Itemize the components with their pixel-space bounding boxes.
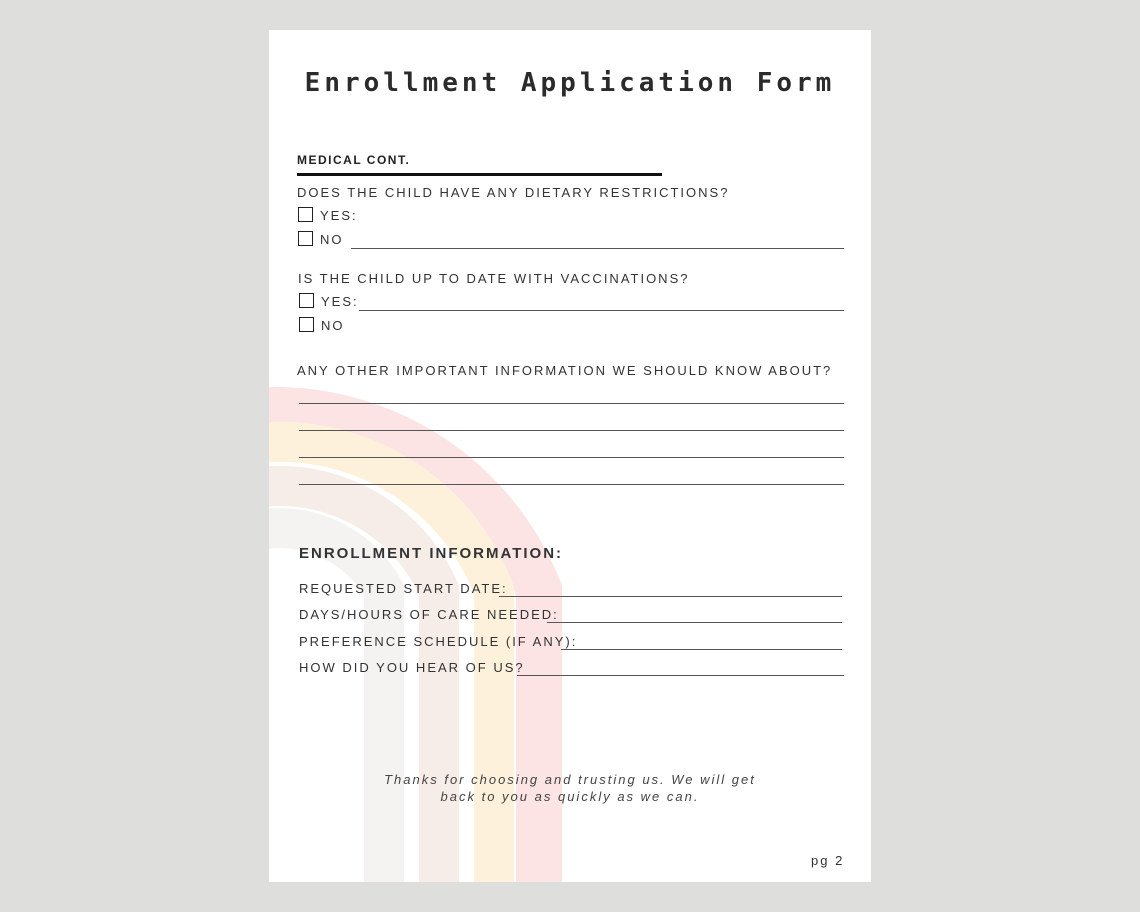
other-info-line-3[interactable] (299, 457, 844, 458)
dietary-details-line[interactable] (351, 248, 844, 249)
dietary-question: DOES THE CHILD HAVE ANY DIETARY RESTRICTIONS? (297, 185, 730, 200)
vaccination-yes-checkbox[interactable] (299, 293, 314, 308)
preference-line[interactable] (561, 649, 842, 650)
vaccination-no-label: NO (321, 318, 345, 333)
other-info-question: ANY OTHER IMPORTANT INFORMATION WE SHOULD KNOW ABOUT? (297, 363, 833, 378)
days-hours-line[interactable] (547, 622, 842, 623)
start-date-line[interactable] (499, 596, 842, 597)
vaccination-question: IS THE CHILD UP TO DATE WITH VACCINATIONS? (298, 271, 690, 286)
days-hours-label: DAYS/HOURS OF CARE NEEDED: (299, 607, 559, 622)
other-info-line-4[interactable] (299, 484, 844, 485)
page-number: pg 2 (811, 853, 845, 868)
vaccination-yes-label: YES: (321, 294, 359, 309)
dietary-yes-label: YES: (320, 208, 358, 223)
hear-of-us-line[interactable] (517, 675, 844, 676)
form-page (269, 30, 871, 882)
medical-section-label: MEDICAL CONT. (297, 153, 411, 167)
thanks-line-2: back to you as quickly as we can. (440, 789, 700, 804)
vaccination-no-checkbox[interactable] (299, 317, 314, 332)
thanks-line-1: Thanks for choosing and trusting us. We will get (384, 772, 756, 787)
vaccination-details-line[interactable] (359, 310, 844, 311)
start-date-label: REQUESTED START DATE: (299, 581, 508, 596)
form-title: Enrollment Application Form (304, 68, 836, 98)
enrollment-heading: ENROLLMENT INFORMATION: (299, 545, 564, 562)
preference-label: PREFERENCE SCHEDULE (IF ANY): (299, 634, 578, 649)
dietary-no-label: NO (320, 232, 344, 247)
dietary-no-checkbox[interactable] (298, 231, 313, 246)
dietary-yes-checkbox[interactable] (298, 207, 313, 222)
other-info-line-2[interactable] (299, 430, 844, 431)
hear-of-us-label: HOW DID YOU HEAR OF US? (299, 660, 525, 675)
section-divider (297, 173, 662, 176)
other-info-line-1[interactable] (299, 403, 844, 404)
